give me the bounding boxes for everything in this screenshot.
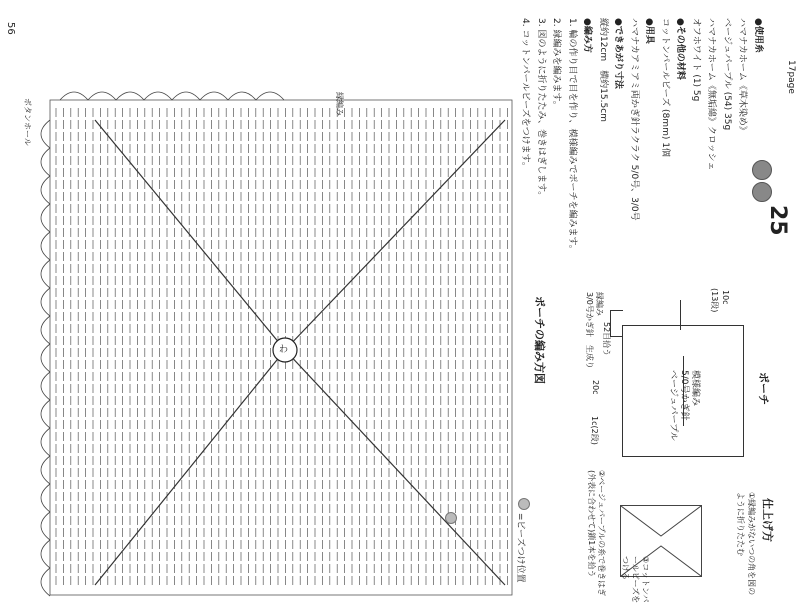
legend-entry (515, 498, 530, 583)
pouch-dim-bottom (591, 380, 600, 395)
materials-heading-yarn: ●使用糸 (753, 18, 763, 53)
materials-line: オフホワイト (1) 5g (691, 18, 701, 102)
page-number (5, 22, 16, 35)
edge-scallop (116, 92, 144, 100)
pouch-title-text: ポーチ (757, 372, 770, 405)
materials-line: コットンパールビーズ (8mm) 1個 (660, 18, 670, 157)
edge-scallop (41, 316, 50, 344)
edge-scallop (41, 232, 50, 260)
materials-block (517, 18, 765, 254)
chart-diagonal (95, 120, 285, 350)
pouch-pattern-color-text: ベージュパープル (668, 370, 678, 441)
pouch-pattern-label (667, 370, 700, 441)
pouch-edge-text: 縁編み (595, 292, 604, 316)
edge-scallop (41, 176, 50, 204)
edge-scallop (41, 120, 50, 148)
edge-scallop (41, 540, 50, 568)
crochet-chart (20, 80, 520, 600)
pouch-dim-top-rows (709, 288, 720, 312)
materials-line: ベージュパープル (54) 35g (722, 18, 732, 131)
materials-heading-other: ●その他の材料 (675, 18, 686, 80)
pouch-dim-side-text: 52目拾う (602, 322, 611, 357)
pouch-title (756, 372, 772, 405)
materials-heading-method: ●編み方 (582, 18, 593, 53)
page-label-text: 17page (786, 60, 796, 94)
chart-diagonal (95, 350, 285, 585)
materials-heading-size: ●できあがり寸法 (613, 18, 624, 89)
pouch-dim-corner-text: 1c(2段) (590, 416, 599, 445)
page-label (786, 60, 796, 94)
crochet-chart-svg (20, 80, 520, 600)
pouch-pattern-text: 模様編み (690, 370, 700, 407)
chart-edge-label-text: 縁編み (335, 92, 344, 116)
edge-scallop (41, 260, 50, 288)
edge-scallop (144, 92, 172, 100)
edge-scallop (41, 428, 50, 456)
pouch-dim-top-rows-text: (13段) (710, 288, 719, 313)
chart-edge-label (334, 92, 345, 116)
chart-button-label-text: ボタンホール (23, 98, 32, 146)
pattern-number-text: 25 (765, 205, 790, 236)
materials-line: 縦約12cm 横約15.5cm (598, 18, 608, 122)
chart-diagonal (285, 120, 505, 350)
finishing-step-2-text: ②ベージュパープルの糸で巻きはぎ(外表に合わせて)鎖1本を拾う (587, 470, 606, 597)
materials-line: ハマナカホーム《無垢綿》クロッシェ (706, 18, 717, 171)
chart-button-label (22, 98, 33, 146)
finishing-step-2 (586, 470, 606, 600)
pouch-dim-line (680, 300, 681, 330)
method-step: 1. 輪の作り目で目を作り、模様編みでポーチを編みます。 (567, 18, 577, 254)
pouch-dim-side (601, 322, 612, 356)
edge-scallop (41, 148, 50, 176)
page-number-text: 56 (5, 22, 16, 35)
center-label-text: わ (279, 345, 289, 355)
edge-scallop (200, 92, 228, 100)
edge-scallop (41, 456, 50, 484)
chart-title (532, 296, 548, 384)
bead-marker (445, 512, 457, 524)
materials-heading-tools: ●用具 (644, 18, 655, 44)
method-step: 3. 図のように折りたたみ、巻きはぎします。 (536, 18, 546, 201)
edge-scallop (41, 484, 50, 512)
materials-line: ハマナカアミアミ両かぎ針ラクラク 5/0号、3/0号 (629, 18, 639, 221)
method-step: 2. 縁編みを編みます。 (551, 18, 562, 110)
materials-line: ハマナカホーム《草木染め》 (737, 18, 748, 135)
edge-scallop (41, 512, 50, 540)
pouch-dim-bottom-text: 20c (591, 380, 600, 395)
method-step: 4. コットンパールビーズをつけます。 (520, 18, 531, 171)
edge-scallop (41, 372, 50, 400)
finishing-step-1-text: ①縁編みがないつの角を図のように折りたたむ (736, 492, 756, 596)
finishing-step-1 (735, 492, 757, 602)
edge-scallop (60, 92, 88, 100)
edge-scallop (88, 92, 116, 100)
pouch-dim-top (721, 290, 730, 305)
chart-title-text: ポーチの編み方図 (533, 296, 546, 384)
finishing-title (760, 498, 776, 542)
pouch-pattern-hook-text: 5/0号かぎ針 (679, 370, 689, 421)
center-label (279, 342, 288, 355)
edge-scallop (41, 344, 50, 372)
edge-scallop (41, 288, 50, 316)
legend-bead-icon (518, 498, 530, 510)
pouch-dim-top-text: 10c (721, 290, 730, 305)
pouch-edge-hook-text: 3/0号かぎ針 生成り (585, 292, 594, 369)
edge-scallop (228, 92, 256, 100)
finishing-step-3 (620, 556, 650, 606)
edge-scallop (41, 568, 50, 596)
legend-text: =ビーズつけ位置 (515, 512, 525, 583)
finishing-step-3-text: ③コットンパールビーズをつける (621, 556, 650, 604)
pattern-number (765, 205, 790, 236)
pouch-dim-corner (589, 416, 600, 445)
edge-scallop (41, 400, 50, 428)
chart-diagonal (285, 350, 505, 585)
finishing-title-text: 仕上げ方 (761, 498, 774, 542)
edge-scallop (172, 92, 200, 100)
edge-scallop (256, 92, 284, 100)
edge-scallop (41, 204, 50, 232)
